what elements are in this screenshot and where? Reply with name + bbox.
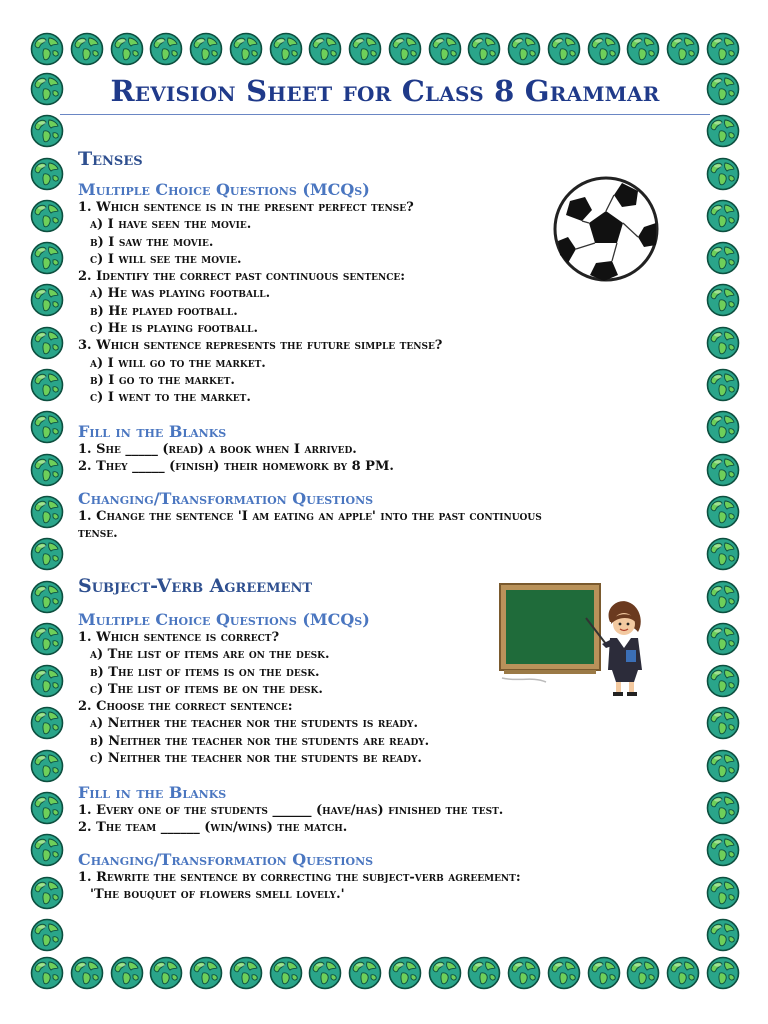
globe-icon bbox=[229, 32, 263, 66]
globe-icon bbox=[706, 410, 740, 444]
page-title: Revision Sheet for Class 8 Grammar bbox=[110, 74, 660, 108]
globe-icon bbox=[428, 956, 462, 990]
sva-change-line: 1. Rewrite the sentence by correcting the subject-verb agreement: bbox=[78, 870, 521, 885]
tenses-mcq-line: a) I will go to the market. bbox=[90, 355, 266, 371]
globe-icon bbox=[30, 956, 64, 990]
globe-icon bbox=[547, 32, 581, 66]
sva-fill-heading: Fill in the Blanks bbox=[78, 783, 227, 802]
globe-icon bbox=[229, 956, 263, 990]
globe-icon bbox=[348, 956, 382, 990]
globe-icon bbox=[706, 876, 740, 910]
globe-icon bbox=[706, 199, 740, 233]
globe-icon bbox=[30, 876, 64, 910]
sva-mcq-line: a) The list of items are on the desk. bbox=[90, 647, 330, 663]
globe-icon bbox=[666, 32, 700, 66]
globe-icon bbox=[428, 32, 462, 66]
globe-icon bbox=[706, 956, 740, 990]
globe-icon bbox=[149, 32, 183, 66]
globe-icon bbox=[308, 956, 342, 990]
globe-icon bbox=[706, 32, 740, 66]
tenses-mcq-line: b) He played football. bbox=[90, 303, 238, 319]
globe-icon bbox=[30, 114, 64, 148]
sva-mcq-line: b) Neither the teacher nor the students are ready. bbox=[90, 733, 430, 749]
border-right bbox=[706, 72, 740, 952]
globe-icon bbox=[269, 956, 303, 990]
sva-mcq-heading: Multiple Choice Questions (MCQs) bbox=[78, 610, 370, 629]
sva-mcq-line: 1. Which sentence is correct? bbox=[78, 630, 280, 645]
tenses-section bbox=[78, 148, 143, 170]
globe-icon bbox=[626, 32, 660, 66]
tenses-fill bbox=[78, 422, 394, 476]
globe-icon bbox=[706, 706, 740, 740]
tenses-mcq-line: c) He is playing football. bbox=[90, 321, 258, 337]
globe-icon bbox=[30, 368, 64, 402]
sva-mcq bbox=[78, 610, 429, 767]
globe-icon bbox=[626, 956, 660, 990]
globe-icon bbox=[587, 956, 621, 990]
tenses-mcq-line: b) I saw the movie. bbox=[90, 234, 214, 250]
globe-icon bbox=[706, 368, 740, 402]
globe-icon bbox=[149, 956, 183, 990]
globe-icon bbox=[308, 32, 342, 66]
sva-section bbox=[78, 575, 312, 597]
globe-icon bbox=[467, 32, 501, 66]
sva-mcq-line: 2. Choose the correct sentence: bbox=[78, 699, 293, 715]
globe-icon bbox=[70, 956, 104, 990]
globe-icon bbox=[706, 918, 740, 952]
tenses-change-line: tense. bbox=[78, 526, 118, 542]
globe-icon bbox=[666, 956, 700, 990]
sva-fill-line: 1. Every one of the students ______ (have/has) finished the test. bbox=[78, 803, 504, 818]
globe-icon bbox=[706, 791, 740, 825]
globe-icon bbox=[706, 326, 740, 360]
globe-icon bbox=[706, 283, 740, 317]
globe-icon bbox=[30, 199, 64, 233]
globe-icon bbox=[706, 833, 740, 867]
tenses-mcq-heading: Multiple Choice Questions (MCQs) bbox=[78, 180, 370, 199]
globe-icon bbox=[30, 580, 64, 614]
globe-icon bbox=[706, 749, 740, 783]
globe-icon bbox=[706, 495, 740, 529]
sva-change-line: 'The bouquet of flowers smell lovely.' bbox=[90, 887, 345, 903]
globe-icon bbox=[706, 72, 740, 106]
sva-fill-line: 2. The team ______ (win/wins) the match. bbox=[78, 820, 348, 836]
globe-icon bbox=[30, 326, 64, 360]
sva-fill bbox=[78, 783, 503, 837]
sva-mcq-line: b) The list of items is on the desk. bbox=[90, 664, 320, 680]
globe-icon bbox=[30, 791, 64, 825]
tenses-mcq-line: a) I have seen the movie. bbox=[90, 217, 252, 233]
globe-icon bbox=[189, 956, 223, 990]
globe-icon bbox=[507, 32, 541, 66]
tenses-mcq-line: c) I will see the movie. bbox=[90, 251, 242, 267]
globe-icon bbox=[110, 32, 144, 66]
globe-icon bbox=[30, 622, 64, 656]
globe-icon bbox=[30, 706, 64, 740]
globe-icon bbox=[30, 537, 64, 571]
sva-mcq-line: a) Neither the teacher nor the students is ready. bbox=[90, 716, 418, 732]
sva-mcq-line: c) Neither the teacher nor the students be ready. bbox=[90, 751, 422, 767]
globe-icon bbox=[547, 956, 581, 990]
tenses-change bbox=[78, 489, 542, 543]
tenses-mcq-line: 1. Which sentence is in the present perfect tense? bbox=[78, 200, 414, 215]
worksheet bbox=[70, 70, 700, 950]
globe-icon bbox=[70, 32, 104, 66]
tenses-mcq-line: c) I went to the market. bbox=[90, 390, 251, 406]
globe-icon bbox=[467, 956, 501, 990]
globe-icon bbox=[30, 32, 64, 66]
globe-icon bbox=[30, 157, 64, 191]
tenses-mcq-line: b) I go to the market. bbox=[90, 372, 235, 388]
tenses-fill-line: 2. They _____ (finish) their homework by 8 PM. bbox=[78, 459, 394, 475]
sva-heading: Subject-Verb Agreement bbox=[78, 575, 313, 597]
tenses-fill-line: 1. She _____ (read) a book when I arrived. bbox=[78, 442, 357, 457]
globe-icon bbox=[30, 410, 64, 444]
globe-icon bbox=[706, 453, 740, 487]
border-left bbox=[30, 72, 64, 952]
sva-change bbox=[78, 850, 521, 904]
globe-icon bbox=[706, 114, 740, 148]
globe-icon bbox=[30, 918, 64, 952]
globe-icon bbox=[269, 32, 303, 66]
globe-icon bbox=[587, 32, 621, 66]
title-divider bbox=[60, 114, 710, 115]
sva-change-heading: Changing/Transformation Questions bbox=[78, 850, 374, 869]
globe-icon bbox=[706, 622, 740, 656]
globe-icon bbox=[30, 749, 64, 783]
border-top bbox=[30, 32, 740, 66]
teacher-chalkboard-icon bbox=[498, 578, 650, 700]
globe-icon bbox=[706, 580, 740, 614]
globe-icon bbox=[706, 157, 740, 191]
tenses-heading: Tenses bbox=[78, 148, 143, 170]
tenses-change-line: 1. Change the sentence 'I am eating an apple' into the past continuous bbox=[78, 509, 542, 524]
globe-icon bbox=[348, 32, 382, 66]
sva-mcq-line: c) The list of items be on the desk. bbox=[90, 681, 323, 697]
globe-icon bbox=[110, 956, 144, 990]
border-bottom bbox=[30, 956, 740, 990]
globe-icon bbox=[388, 32, 422, 66]
globe-icon bbox=[30, 833, 64, 867]
globe-icon bbox=[30, 453, 64, 487]
tenses-change-heading: Changing/Transformation Questions bbox=[78, 489, 374, 508]
globe-icon bbox=[706, 241, 740, 275]
globe-icon bbox=[706, 664, 740, 698]
globe-icon bbox=[388, 956, 422, 990]
globe-icon bbox=[189, 32, 223, 66]
globe-icon bbox=[706, 537, 740, 571]
tenses-mcq-line: a) He was playing football. bbox=[90, 286, 271, 302]
globe-icon bbox=[507, 956, 541, 990]
globe-icon bbox=[30, 241, 64, 275]
globe-icon bbox=[30, 495, 64, 529]
globe-icon bbox=[30, 72, 64, 106]
tenses-mcq-line: 2. Identify the correct past continuous sentence: bbox=[78, 269, 406, 285]
globe-icon bbox=[30, 664, 64, 698]
tenses-fill-heading: Fill in the Blanks bbox=[78, 422, 227, 441]
tenses-mcq bbox=[78, 180, 442, 407]
tenses-mcq-line: 3. Which sentence represents the future simple tense? bbox=[78, 338, 443, 354]
soccer-ball-icon bbox=[552, 175, 660, 283]
globe-icon bbox=[30, 283, 64, 317]
